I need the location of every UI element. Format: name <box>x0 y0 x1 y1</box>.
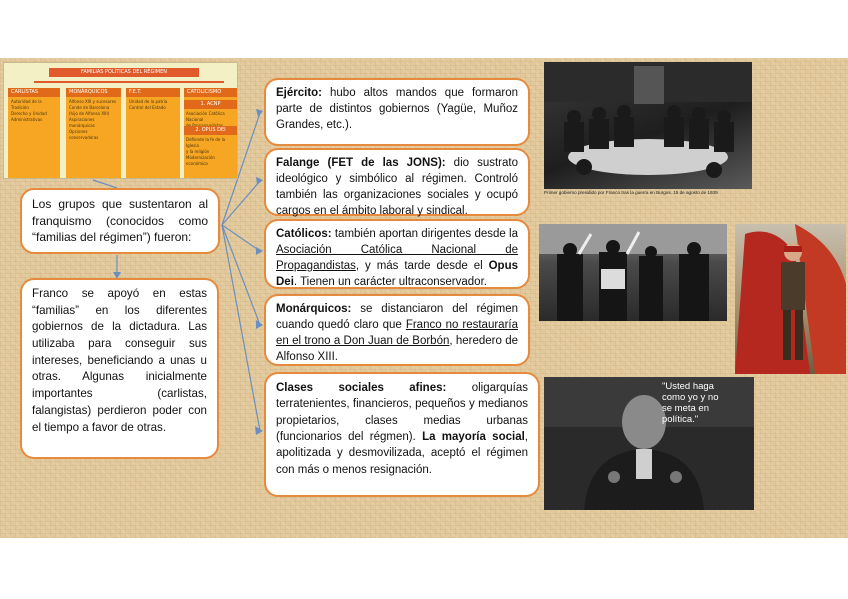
family-opus-body <box>186 137 237 167</box>
family-item: Asociación Católica Nacional <box>186 111 225 122</box>
ejercito-paragraph <box>276 86 518 134</box>
family-column-head: F.E.T. <box>126 88 180 97</box>
family-table-title: FAMILIAS POLÍTICAS DEL RÉGIMEN <box>49 68 199 77</box>
falangist-painting-art <box>735 224 846 374</box>
family-item: Opciones <box>69 129 88 134</box>
family-column-fet <box>126 88 180 178</box>
falange-paragraph <box>276 156 518 219</box>
family-column-head: CARLISTAS <box>8 88 60 97</box>
family-item: Control del Estado <box>129 105 166 110</box>
franco-quote: "Usted haga como yo y no se meta en política." <box>662 381 719 425</box>
ejercito-text: hubo altos mandos que formaron parte de distintos gobiernos (Yagüe, Muñoz Grandes, etc.). <box>276 87 518 131</box>
family-item: Defiende la fe de la Iglesia <box>186 137 226 148</box>
catolicos-text-2: , y más tarde desde el <box>355 259 489 272</box>
monarquicos-box <box>264 294 530 366</box>
family-item: (hijo de Alfonso XIII) <box>69 111 110 116</box>
family-opus-label: 2. OPUS DEI <box>184 126 237 135</box>
family-table-image <box>3 62 238 179</box>
clases-text-2: , apolitizada y desmovilizada, aceptó el régimen con más o menos resignación. <box>276 430 528 476</box>
falange-box <box>264 148 530 216</box>
catolicos-text-3: . Tienen un carácter ultraconservador. <box>293 275 487 288</box>
catolicos-box <box>264 219 530 289</box>
council-photo <box>544 62 752 189</box>
family-item: y la religión <box>186 149 210 154</box>
family-item: Autoridad de la <box>11 99 42 104</box>
council-photo-caption: Primer gobierno presidido por Franco tras la guerra en Burgos. 15 de agosto de 1939 <box>544 190 718 195</box>
ejercito-box <box>264 78 530 146</box>
family-column-body <box>8 97 60 125</box>
clases-lead: Clases sociales afines: <box>276 382 447 394</box>
monarquicos-text-1: se distanciaron del régimen cuando quedó claro que <box>276 303 518 331</box>
clergy-salute-photo-art <box>539 224 727 321</box>
monarquicos-paragraph <box>276 302 518 365</box>
family-item: Tradición <box>11 105 29 110</box>
family-acnp-label: 1. ACNP <box>184 100 237 109</box>
family-column-head: CATOLICISMO <box>184 88 237 97</box>
clases-text-1: oligarquías terratenientes, financieros, pequeños y medianos propietarios, clases medias urbanas (funcionarios del régmen). <box>276 382 528 443</box>
franco-text: Franco se apoyó en estas “familias” en los diferentes gobiernos de la dictadura. Las utilizaba para conseguir sus intereses, beneficiando a unas u otras. Algunas inicialmente importantes (carlistas, falangistas) perdieron poder con el tiempo a favor de otras. <box>32 287 207 434</box>
family-item: Conde de Barcelona <box>69 105 110 110</box>
catolicos-lead: Católicos: <box>276 228 332 240</box>
family-item: Unidad de la patria <box>129 99 168 104</box>
catolicos-text-1: también aportan dirigentes desde la <box>331 228 518 240</box>
falange-text: dio sustrato ideológico y simbólico al régimen. Controló también las organizaciones sociales y ocupó cargos en el ámbito laboral y sindical. <box>276 157 518 217</box>
clergy-salute-photo <box>539 224 727 321</box>
franco-box <box>20 278 219 459</box>
family-item: Aspiraciones monárquicas <box>69 117 95 128</box>
opus-dei-label: Opus Dei <box>276 259 518 288</box>
falange-lead: Falange (FET de las JONS): <box>276 157 446 169</box>
family-column-body <box>126 97 180 113</box>
family-column-head: MONÁRQUICOS <box>66 88 121 97</box>
intro-box <box>20 188 220 254</box>
falangist-painting <box>735 224 846 374</box>
family-item: Derecho y Unidad <box>11 111 47 116</box>
intro-text: Los grupos que sustentaron al franquismo (conocidos como “familias del régimen”) fueron: <box>32 197 208 245</box>
family-item: Modernización <box>186 155 215 160</box>
family-column-body <box>66 97 121 143</box>
family-item: Alfonso XIII y sucesores <box>69 99 117 104</box>
borbon-link[interactable]: Franco no restauraría en el trono a Don Juan de Borbón <box>276 318 518 347</box>
monarquicos-text-2: , heredero de Alfonso XIII. <box>276 334 518 363</box>
family-item: económica <box>186 161 208 166</box>
acnp-link[interactable]: Asociación Católica Nacional de Propagandistas <box>276 243 518 272</box>
family-item: conservadoras <box>69 135 99 140</box>
family-column-carlistas <box>8 88 60 178</box>
monarquicos-lead: Monárquicos: <box>276 303 352 315</box>
clases-paragraph <box>276 380 528 478</box>
catolicos-paragraph <box>276 227 518 290</box>
clases-box <box>264 372 540 497</box>
family-item: Administrativas <box>11 117 43 122</box>
ejercito-lead: Ejército: <box>276 87 323 99</box>
family-column-monarquicos <box>66 88 121 178</box>
family-table-connector <box>34 81 224 83</box>
council-photo-art <box>544 62 752 189</box>
mayoria-label: La mayoría social <box>422 430 525 443</box>
